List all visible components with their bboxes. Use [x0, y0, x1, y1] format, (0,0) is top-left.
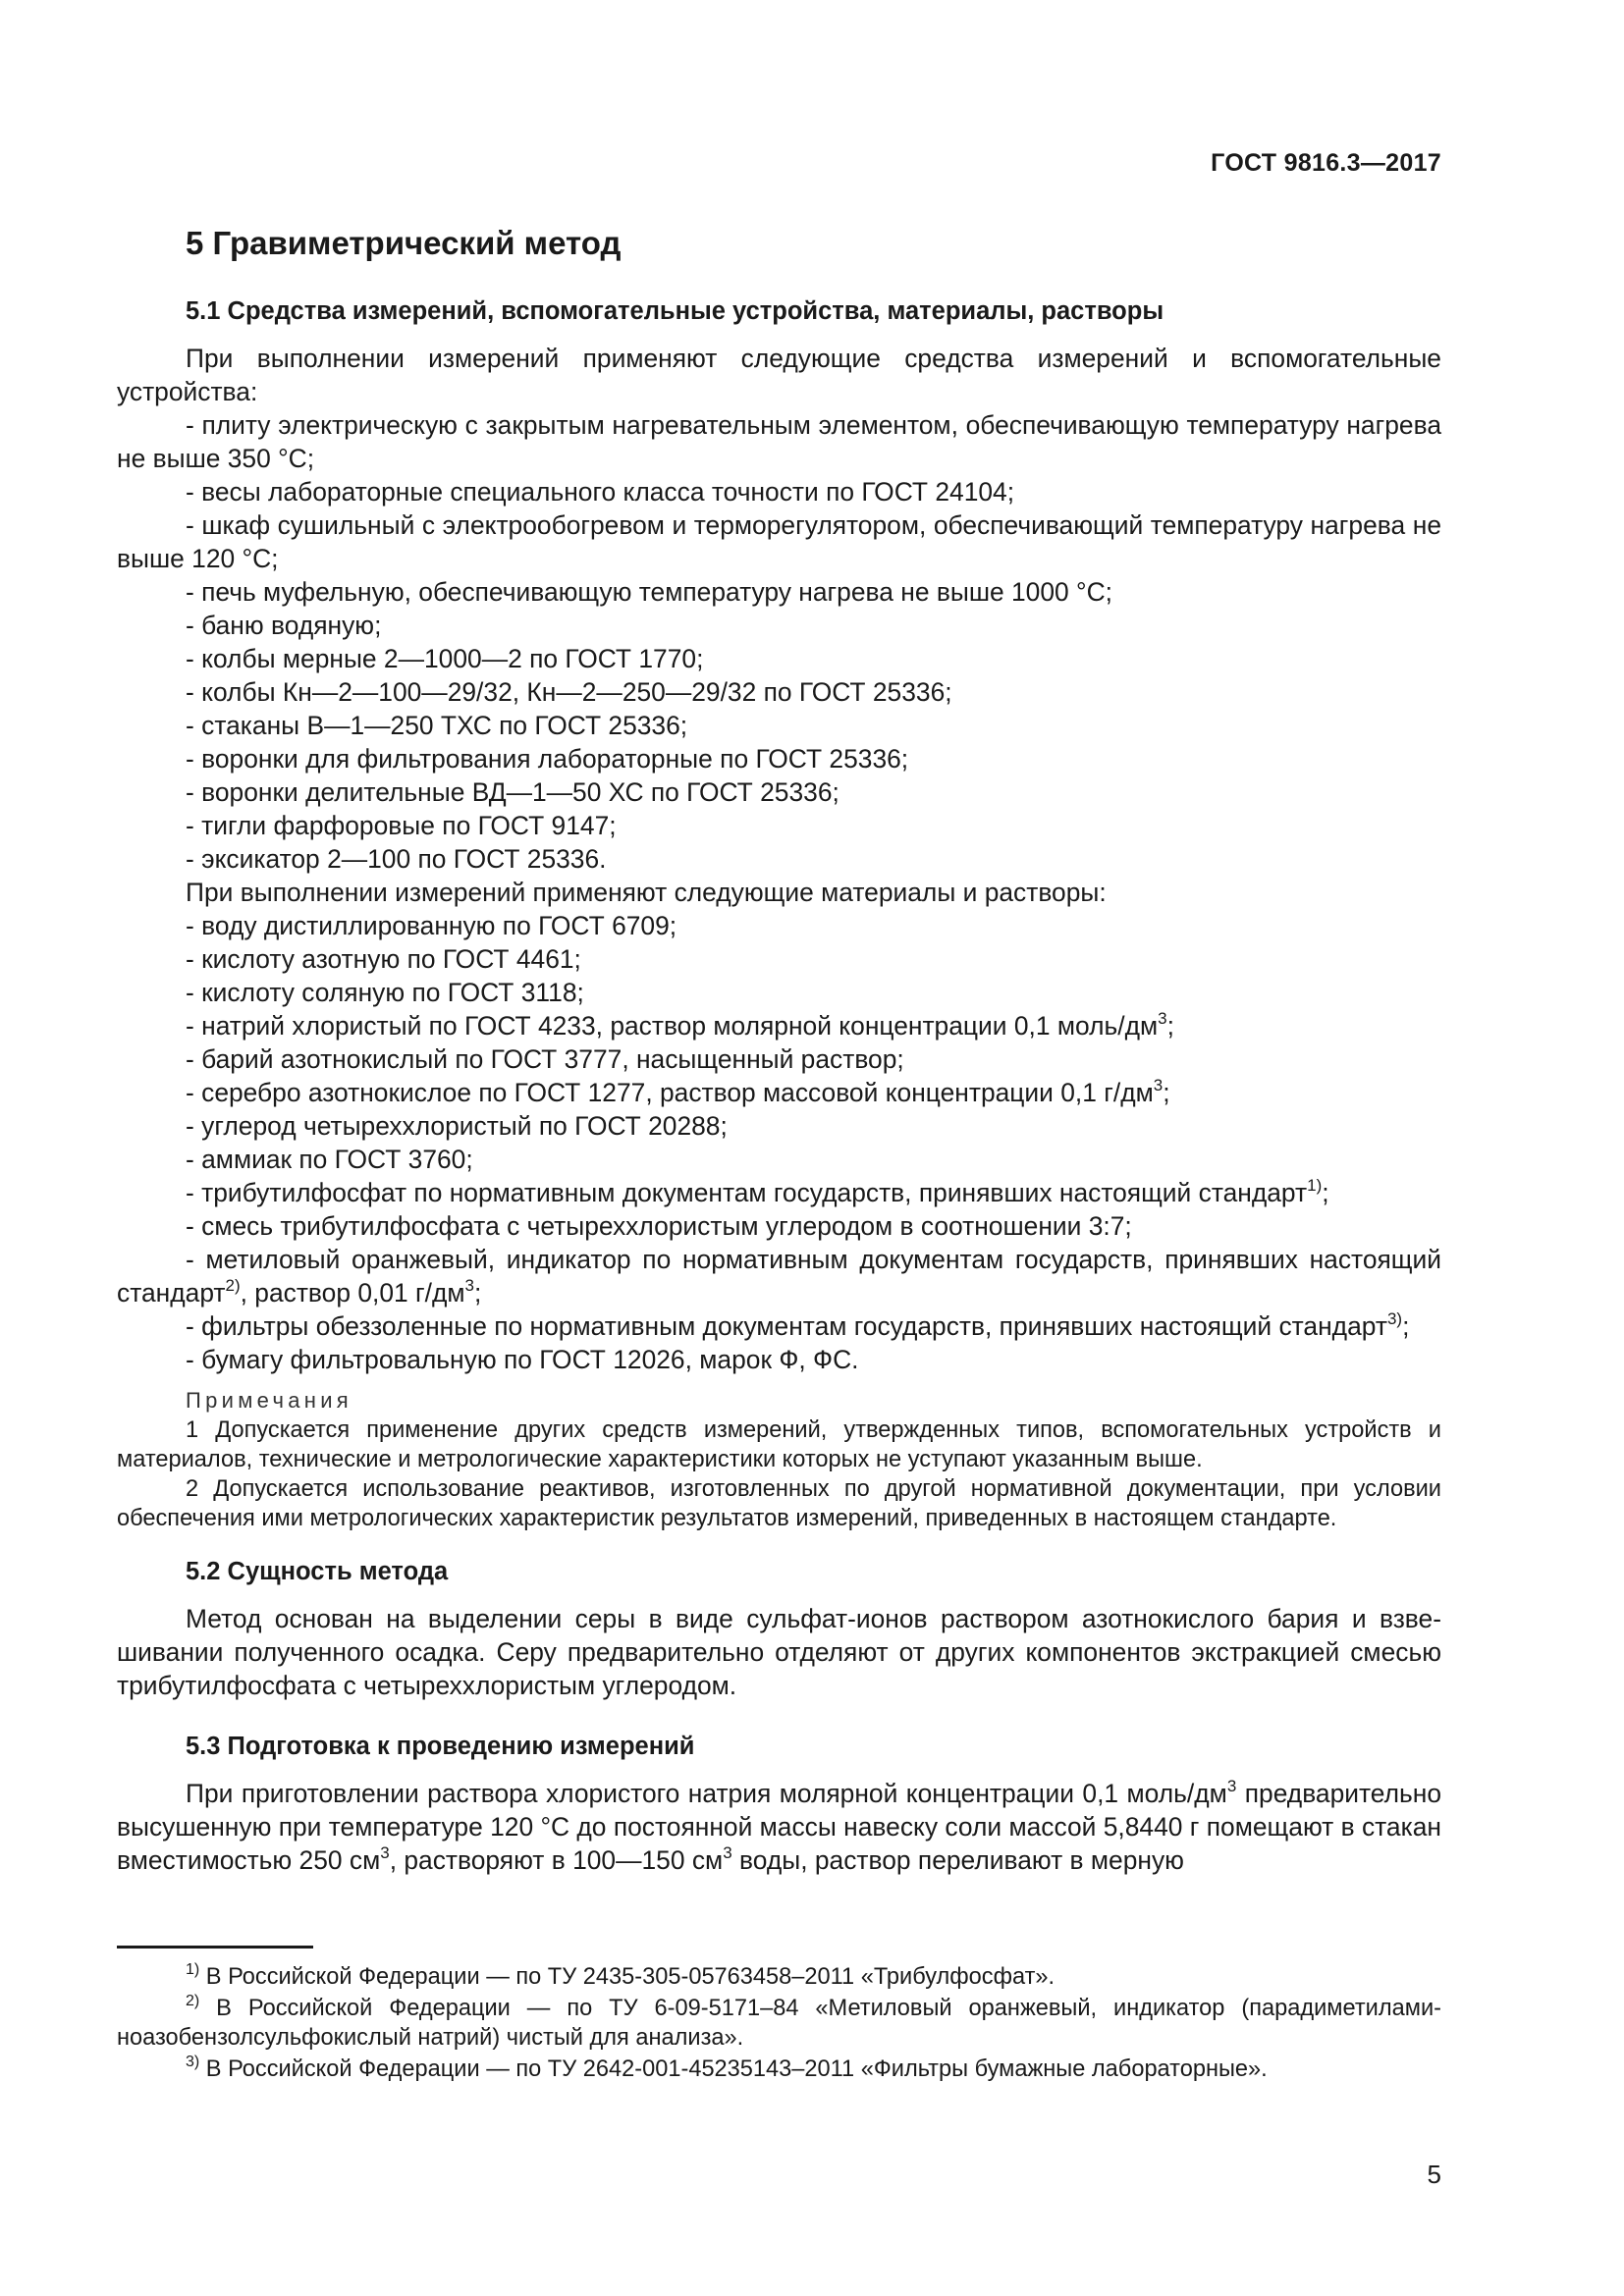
text-run: При приготовлении раствора хлористого натрия молярной концентрации 0,1 моль/дм [186, 1779, 1227, 1808]
materials-list [117, 909, 1441, 1376]
footnote-ref[interactable]: 3) [1386, 1309, 1403, 1328]
materials-intro: При выполнении измерений применяют следующие материалы и растворы: [186, 878, 1107, 907]
text-run: воды, раствор переливают в мерную [731, 1845, 1184, 1875]
list-item: - барий азотнокислый по ГОСТ 3777, насыщенный раствор; [186, 1044, 904, 1074]
text-run: ; [474, 1278, 482, 1308]
devices-list [117, 408, 1441, 876]
superscript: 3 [1158, 1009, 1167, 1028]
footnote-mark: 1) [186, 1961, 200, 1978]
footnote-ref[interactable]: 2) [225, 1276, 241, 1295]
list-item-methyl-orange [117, 1243, 1441, 1309]
text-run: ; [1163, 1078, 1170, 1107]
list-item-filters [117, 1309, 1441, 1343]
footnote-text: В Российской Федерации — по ТУ 6-09-5171–84 «Метиловый оранжевый, индикатор (парадиметиламиноазобензолсульфокислый натрий) чистый для анализа». [117, 1996, 1441, 2051]
list-item: - печь муфельную, обеспечивающую температуру нагрева не выше 1000 °С; [186, 577, 1112, 607]
superscript: 3 [380, 1843, 390, 1862]
text-run: - серебро азотнокислое по ГОСТ 1277, раствор массовой концентрации 0,1 г/дм [186, 1078, 1154, 1107]
footnotes [117, 1962, 1441, 2086]
list-item: - бумагу фильтровальную по ГОСТ 12026, марок Ф, ФС. [186, 1345, 859, 1374]
text-run: - трибутилфосфат по нормативным документам государств, принявших настоящий стандарт [186, 1178, 1308, 1207]
list-item: - смесь трибутилфосфата с четыреххлористым углеродом в соотношении 3:7; [186, 1211, 1132, 1241]
superscript: 3 [723, 1843, 732, 1862]
list-item: - колбы Кн—2—100—29/32, Кн—2—250—29/32 по ГОСТ 25336; [186, 677, 952, 707]
footnote-text: В Российской Федерации — по ТУ 2642-001-45235143–2011 «Фильтры бумажные лабораторные». [199, 2056, 1268, 2082]
text-run: - натрий хлористый по ГОСТ 4233, раствор молярной концентрации 0,1 моль/дм [186, 1011, 1159, 1041]
text-run: - фильтры обеззоленные по нормативным документам государств, принявших настоящий стандарт [186, 1311, 1387, 1341]
text-run: - метиловый оранжевый, индикатор по нормативным документам государств, принявших настоящий стандарт [117, 1245, 1441, 1308]
list-item: - стаканы В—1—250 ТХС по ГОСТ 25336; [186, 711, 688, 740]
text-run: , раствор 0,01 г/дм [240, 1278, 465, 1308]
list-item: - баню водяную; [186, 611, 382, 640]
section-title: 5 Гравиметрический метод [186, 225, 622, 261]
list-item: - воду дистиллированную по ГОСТ 6709; [186, 911, 677, 940]
superscript: 3 [1226, 1777, 1237, 1795]
subsection-title-5-2: 5.2 Сущность метода [186, 1558, 449, 1585]
list-item: - кислоту соляную по ГОСТ 3118; [186, 978, 584, 1007]
list-item-tbp [117, 1176, 1441, 1209]
footnote-mark: 3) [186, 2054, 200, 2070]
footnote-text: В Российской Федерации — по ТУ 2435-305-05763458–2011 «Трибулфосфат». [199, 1964, 1056, 1990]
notes-block [117, 1386, 1441, 1533]
superscript: 3 [464, 1276, 475, 1295]
footnote-ref[interactable]: 1) [1307, 1176, 1323, 1195]
list-item-nacl [117, 1009, 1441, 1042]
standard-code: ГОСТ 9816.3—2017 [1211, 149, 1441, 177]
text-run: ; [1402, 1311, 1410, 1341]
text-run: ; [1322, 1178, 1329, 1207]
list-item: - кислоту азотную по ГОСТ 4461; [186, 944, 581, 974]
note-item: 1 Допускается применение других средств измерений, утвержденных типов, вспомогательных устройств и материалов, технические и метрологические характеристики которых не уступают указанным выше. [117, 1417, 1441, 1472]
list-item: - воронки для фильтрования лабораторные по ГОСТ 25336; [186, 744, 909, 774]
list-item: - колбы мерные 2—1000—2 по ГОСТ 1770; [186, 644, 704, 673]
devices-intro: При выполнении измерений применяют следующие средства измерений и вспомогательные устройства: [117, 344, 1441, 406]
notes-title: Примечания [186, 1388, 353, 1413]
footnote-mark: 2) [186, 1993, 200, 2009]
text-run: , растворяют в 100—150 см [389, 1845, 724, 1875]
list-item-silver [117, 1076, 1441, 1109]
list-item: - углерод четыреххлористый по ГОСТ 20288; [186, 1111, 728, 1141]
list-item: - тигли фарфоровые по ГОСТ 9147; [186, 811, 617, 840]
footnote-item [117, 1994, 1441, 2053]
method-essence-text: Метод основан на выделении серы в виде сульфат-ионов раствором азотнокислого бария и взвешивании полученного осадка. Серу предварительно отделяют от других компонентов экстракцией смесью трибутилфосфата с четыреххлористым углеродом. [117, 1604, 1441, 1700]
superscript: 3 [1153, 1076, 1164, 1095]
list-item: - воронки делительные ВД—1—50 ХС по ГОСТ 25336; [186, 777, 839, 807]
preparation-text [117, 1777, 1441, 1877]
text-run: предварительно высушенную при температуре 120 °С до постоянной массы навеску соли массой 5,8440 г помещают в стакан вместимостью 250 см [117, 1779, 1442, 1875]
footnote-item [117, 2055, 1441, 2084]
list-item: - плиту электрическую с закрытым нагревательным элементом, обеспечивающую температуру нагрева не выше 350 °С; [117, 410, 1441, 473]
footnote-separator [117, 1946, 313, 1949]
footnote-item [117, 1962, 1441, 1992]
subsection-title-5-3: 5.3 Подготовка к проведению измерений [186, 1733, 695, 1760]
list-item: - эксикатор 2—100 по ГОСТ 25336. [186, 844, 607, 874]
list-item: - весы лабораторные специального класса точности по ГОСТ 24104; [186, 477, 1015, 507]
list-item: - шкаф сушильный с электрообогревом и терморегулятором, обеспечивающий температуру нагрева не выше 120 °С; [117, 510, 1441, 573]
page-number: 5 [1427, 2160, 1441, 2189]
list-item: - аммиак по ГОСТ 3760; [186, 1145, 473, 1174]
note-item: 2 Допускается использование реактивов, изготовленных по другой нормативной документации, при условии обеспечения ими метрологических характеристик результатов измерений, приведенных в настоящем стандарте. [117, 1476, 1441, 1531]
text-run: ; [1166, 1011, 1174, 1041]
subsection-title-5-1: 5.1 Средства измерений, вспомогательные устройства, материалы, растворы [186, 297, 1164, 325]
page-content [117, 224, 1441, 1877]
